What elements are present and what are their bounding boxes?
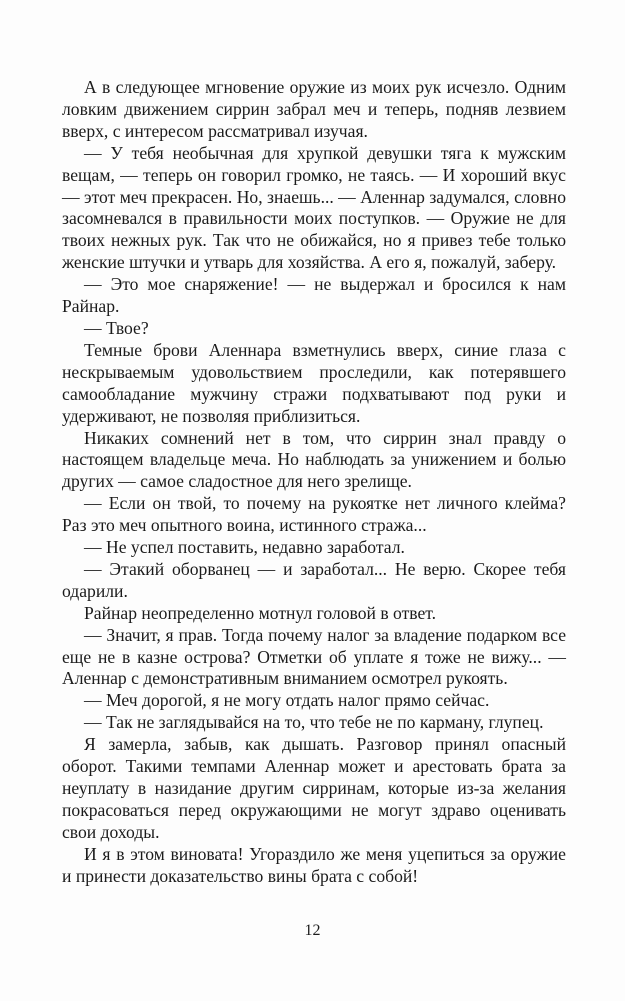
paragraph: — Значит, я прав. Тогда почему налог за владение подарком все еще не в казне острова? Отметки об уплате я тоже не вижу... — Аленнар с демонстративным вниманием осмотрел рукоять. — [62, 624, 566, 689]
paragraph: — Твое? — [84, 317, 149, 338]
paragraph: — Если он твой, то почему на рукоятке нет личного клейма? Раз это меч опытного воина, истинного стража... — [62, 493, 566, 536]
paragraph: Райнар неопределенно мотнул головой в ответ. — [84, 602, 437, 623]
body-text — [62, 77, 566, 888]
paragraph: Никаких сомнений нет в том, что сиррин знал правду о настоящем владельце меча. Но наблюдать за унижением и болью других — самое сладостное для него зрелище. — [62, 427, 566, 492]
paragraph: — Не успел поставить, недавно заработал. — [84, 537, 405, 558]
paragraph: — Так не заглядывайся на то, что тебе не по карману, глупец. — [84, 712, 544, 733]
page-number: 12 — [304, 922, 321, 939]
paragraph: Темные брови Аленнара взметнулись вверх, синие глаза с нескрываемым удовольствием проследили, как потерявшего самообладание мужчину стражи подхватывают под руки и удерживают, не позволяя приблизиться. — [62, 339, 566, 426]
paragraph: А в следующее мгновение оружие из моих рук исчезло. Одним ловким движением сиррин забрал меч и теперь, подняв лезвием вверх, с интересом рассматривал изучая. — [62, 77, 566, 141]
paragraph: — Меч дорогой, я не могу отдать налог прямо сейчас. — [84, 690, 490, 711]
paragraph: — У тебя необычная для хрупкой девушки тяга к мужским вещам, — теперь он говорил громко, не таясь. — И хороший вкус — этот меч прекрасен. Но, знаешь... — Аленнар задумался, словно засомневался в правильности моих поступков. — Оружие не для твоих нежных рук. Так что не обижайся, но я привез тебе только женские штучки и утварь для хозяйства. А его я, пожалуй, заберу. — [62, 142, 566, 273]
paragraph: — Этакий оборванец — и заработал... Не верю. Скорее тебя одарили. — [62, 558, 566, 601]
paragraph: И я в этом виновата! Угораздило же меня уцепиться за оружие и принести доказательство вины брата с собой! — [62, 843, 566, 886]
paragraph: Я замерла, забыв, как дышать. Разговор принял опасный оборот. Такими темпами Аленнар может и арестовать брата за неуплату в назидание другим сирринам, которые из-за желания покрасоваться перед окружающими не могут здраво оценивать свои доходы. — [62, 734, 566, 842]
paragraph: — Это мое снаряжение! — не выдержал и бросился к нам Райнар. — [62, 274, 566, 317]
